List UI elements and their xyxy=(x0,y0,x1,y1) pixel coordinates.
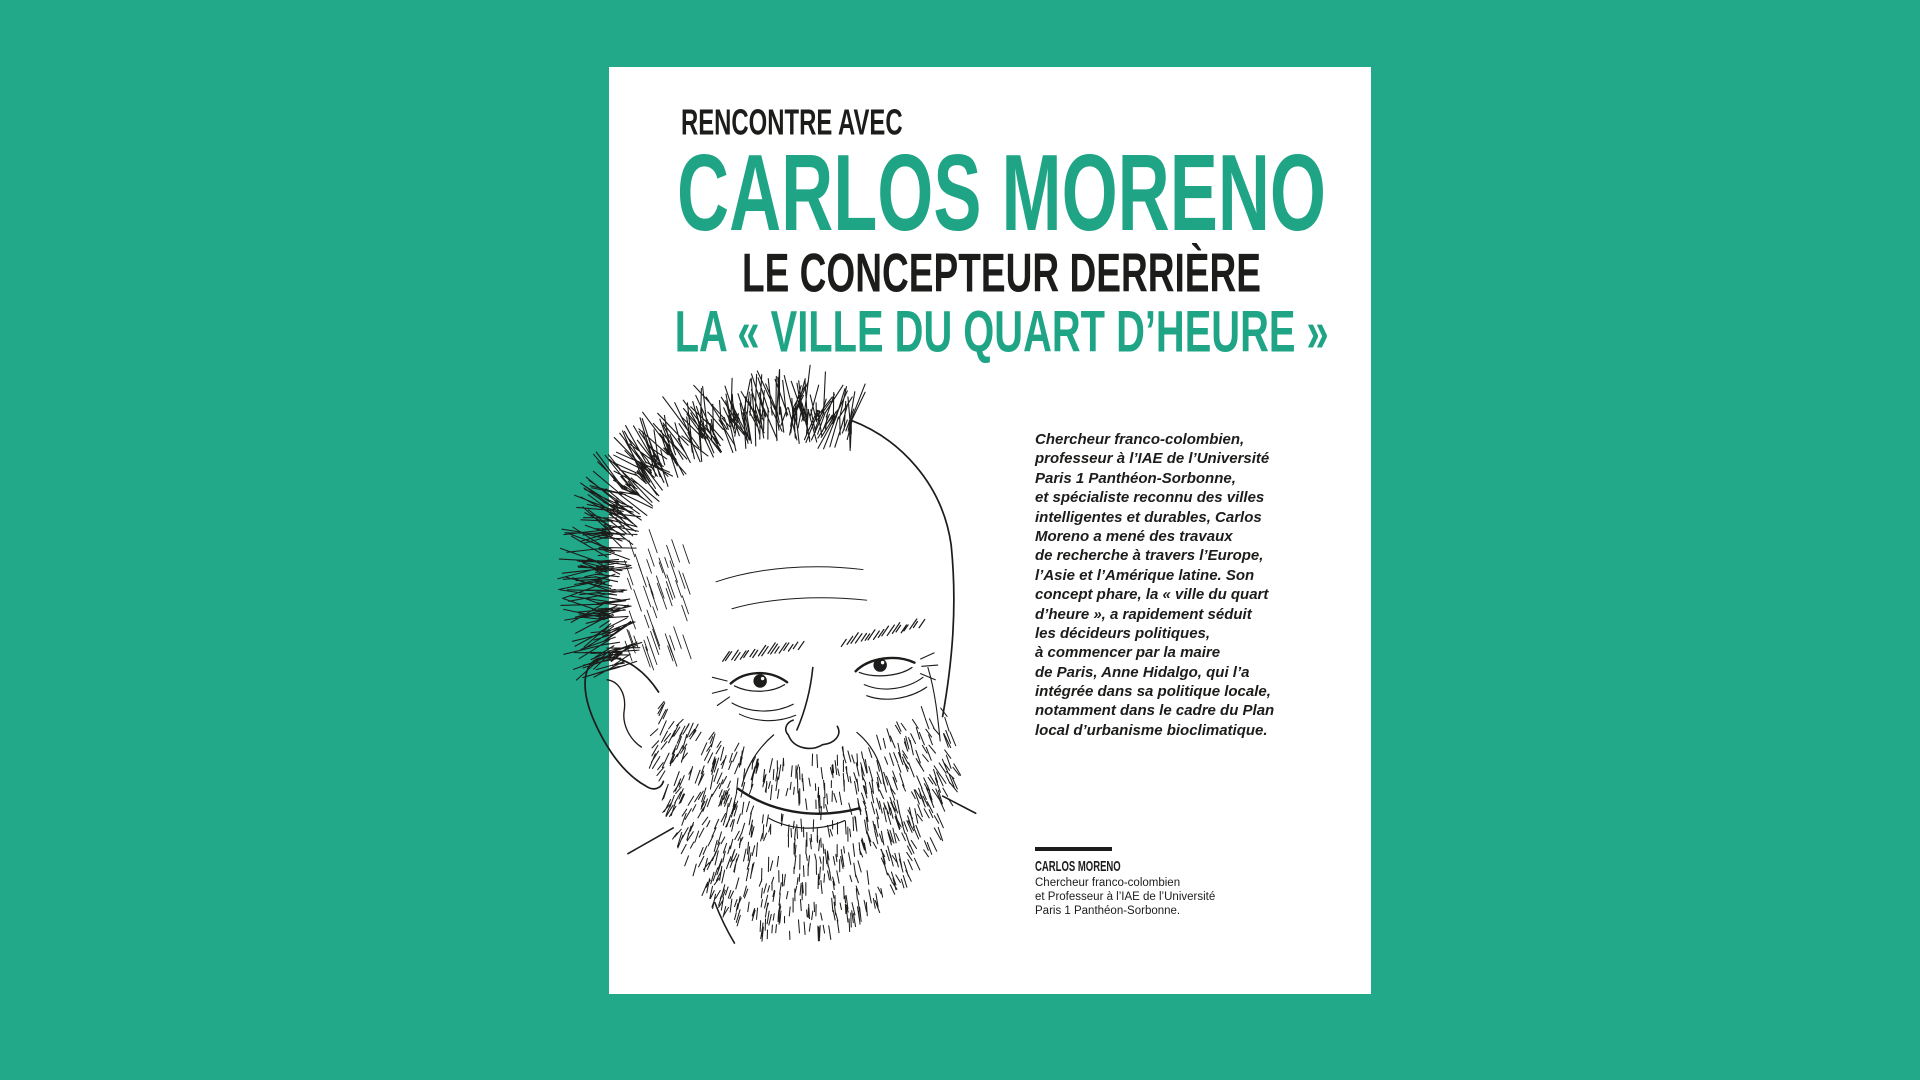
beard-hatching xyxy=(650,701,961,941)
intro-line: et spécialiste reconnu des villes xyxy=(1035,489,1265,507)
intro-line: intelligentes et durables, Carlos xyxy=(1035,508,1262,526)
intro-line: intégrée dans sa politique locale, xyxy=(1035,683,1271,701)
subtitle-line-1: LE CONCEPTEUR DERRIÈRE xyxy=(742,241,1261,304)
temple-shading xyxy=(625,529,692,669)
intro-line: local d’urbanisme bioclimatique. xyxy=(1035,721,1268,739)
caption-name: CARLOS MORENO xyxy=(1035,858,1121,875)
caption-line: Paris 1 Panthéon-Sorbonne. xyxy=(1035,905,1181,918)
right-iris xyxy=(874,658,887,671)
intro-line: de Paris, Anne Hidalgo, qui l’a xyxy=(1035,663,1250,681)
intro-line: Chercheur franco-colombien, xyxy=(1035,431,1245,448)
cheek-line xyxy=(928,667,940,740)
ear-inner xyxy=(607,680,641,747)
neck-and-shoulder-lines xyxy=(628,796,976,943)
kicker-title: RENCONTRE AVEC xyxy=(681,101,903,143)
intro-line: notamment dans le cadre du Plan xyxy=(1035,702,1275,720)
caption-name-block xyxy=(1035,855,1135,875)
nose xyxy=(786,667,839,748)
intro-line: à commencer par la maire xyxy=(1035,644,1221,662)
right-eye-highlight xyxy=(881,661,884,664)
intro-line: professeur à l’IAE de l’Université xyxy=(1035,450,1270,468)
subtitle-line-2: LA « VILLE DU QUART D’HEURE » xyxy=(674,299,1329,365)
eyebrow-strokes xyxy=(723,619,925,661)
caption-line: Chercheur franco-colombien xyxy=(1035,877,1181,889)
intro-line: d’heure », a rapidement séduit xyxy=(1035,605,1252,623)
portrait-illustration xyxy=(563,392,992,955)
left-eye-highlight xyxy=(761,677,764,680)
intro-line: concept phare, la « ville du quart xyxy=(1035,586,1269,604)
caption-line: et Professeur à l’IAE de l’Université xyxy=(1035,891,1216,904)
intro-line: Moreno a mené des travaux xyxy=(1035,527,1233,545)
magazine-page xyxy=(609,67,1371,994)
lower-lip xyxy=(769,818,845,828)
caption-divider xyxy=(1035,847,1112,851)
hair-strokes xyxy=(558,365,865,680)
caption-description xyxy=(1035,876,1215,918)
intro-paragraph xyxy=(1035,430,1274,740)
forehead-wrinkles xyxy=(716,567,867,609)
intro-line: l’Asie et l’Amérique latine. Son xyxy=(1035,566,1255,584)
main-title-name: CARLOS MORENO xyxy=(677,132,1326,254)
title-block xyxy=(609,67,1371,397)
intro-line: les décideurs politiques, xyxy=(1035,624,1211,642)
left-iris xyxy=(754,674,767,687)
intro-line: Paris 1 Panthéon-Sorbonne, xyxy=(1035,469,1236,487)
intro-line: de recherche à travers l’Europe, xyxy=(1035,547,1264,565)
